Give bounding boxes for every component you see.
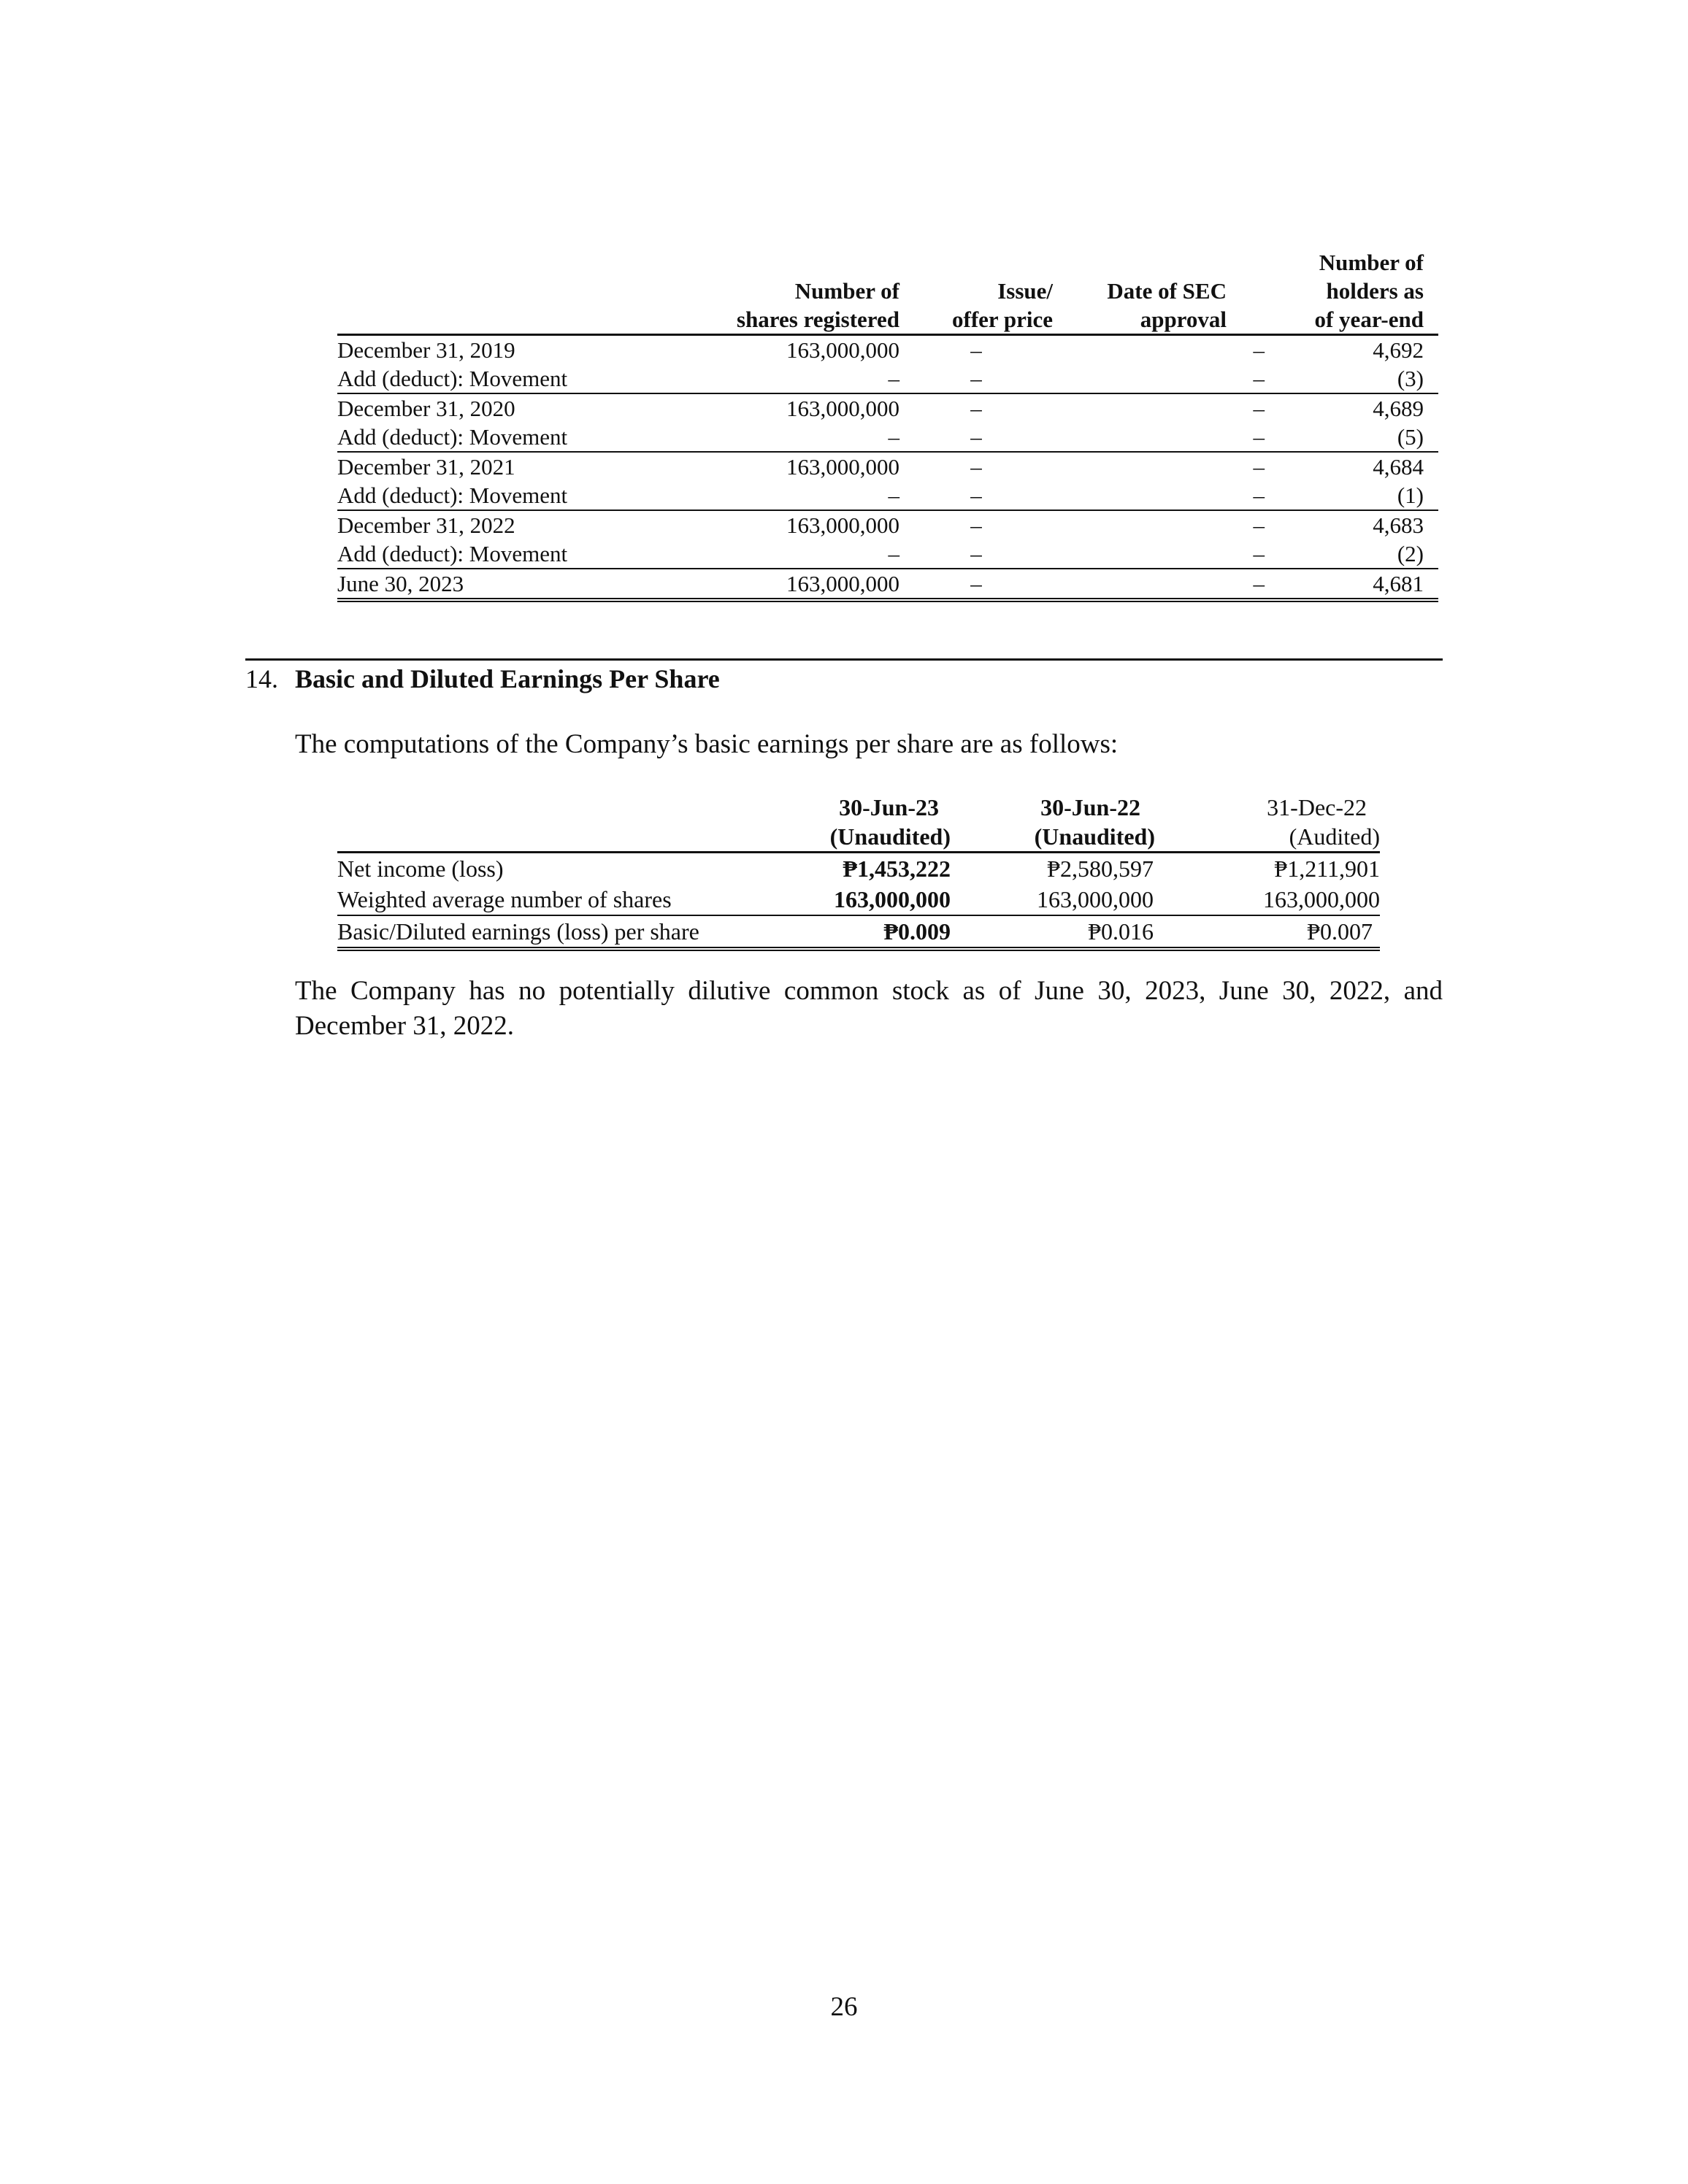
header-line: Number of [794, 278, 899, 304]
table-row [337, 569, 1438, 600]
shares-cell: – [710, 481, 899, 510]
eps-header-col2: 30-Jun-22 [1040, 794, 1140, 820]
price-cell: – [899, 569, 1053, 600]
value-cell: 163,000,000 [951, 884, 1162, 915]
price-cell: – [899, 539, 1053, 569]
holders-cell: (2) [1272, 539, 1438, 569]
date-cell: – [1053, 539, 1272, 569]
price-cell: – [899, 481, 1053, 510]
eps-header-blank [337, 822, 732, 853]
price-cell: – [970, 396, 982, 421]
row-label: December 31, 2021 [337, 454, 515, 480]
eps-header-col2-sub: (Unaudited) [951, 822, 1162, 853]
shares-cell: 163,000,000 [786, 512, 899, 538]
share-registration-table [337, 248, 1438, 602]
row-label: June 30, 2023 [337, 569, 710, 600]
section-title: Basic and Diluted Earnings Per Share [295, 664, 720, 693]
holders-cell: 4,684 [1373, 454, 1424, 480]
value-cell: ₱0.009 [732, 915, 951, 949]
eps-header-col1: 30-Jun-23 [839, 794, 939, 820]
share-table-header-label [337, 248, 710, 335]
eps-header-col3: 31-Dec-22 [1267, 794, 1367, 820]
holders-cell: 4,683 [1373, 512, 1424, 538]
table-row [337, 853, 1380, 885]
header-line: of year-end [1314, 307, 1424, 332]
date-cell: – [1053, 364, 1272, 393]
value-cell: ₱2,580,597 [1047, 855, 1154, 882]
table-row [337, 423, 1438, 452]
date-cell: – [1053, 423, 1272, 452]
eps-header-blank [337, 793, 732, 822]
shares-cell: – [710, 423, 899, 452]
holders-cell: 4,689 [1373, 396, 1424, 421]
holders-cell: (3) [1272, 364, 1438, 393]
holders-cell: 4,681 [1272, 569, 1438, 600]
row-label: Net income (loss) [337, 855, 504, 882]
row-label: Add (deduct): Movement [337, 423, 710, 452]
table-row [337, 335, 1438, 365]
header-offer-price [899, 248, 1053, 335]
shares-cell: 163,000,000 [710, 569, 899, 600]
price-cell: – [899, 364, 1053, 393]
price-cell: – [899, 423, 1053, 452]
row-label: December 31, 2019 [337, 337, 515, 363]
share-table-header-row [337, 248, 1438, 335]
header-holders [1272, 248, 1438, 335]
shares-cell: – [710, 539, 899, 569]
table-row [337, 884, 1380, 915]
table-row [337, 393, 1438, 423]
header-sec-approval [1053, 248, 1272, 335]
shares-cell: – [710, 364, 899, 393]
shares-cell: 163,000,000 [786, 454, 899, 480]
value-cell: ₱0.007 [1162, 915, 1380, 949]
date-cell: – [1253, 512, 1265, 538]
date-cell: – [1253, 337, 1265, 363]
header-line: shares registered [737, 307, 899, 332]
table-row [337, 364, 1438, 393]
shares-cell: 163,000,000 [786, 337, 899, 363]
shares-cell: 163,000,000 [786, 396, 899, 421]
header-line: Date of SEC [1107, 278, 1227, 304]
table-row [337, 481, 1438, 510]
table-row [337, 539, 1438, 569]
row-label: Weighted average number of shares [337, 884, 732, 915]
section-divider [245, 658, 1443, 661]
earnings-per-share-table [337, 793, 1380, 951]
date-cell: – [1253, 396, 1265, 421]
header-line: Issue/ [997, 278, 1053, 304]
value-cell: ₱1,453,222 [843, 855, 951, 882]
eps-header-row [337, 822, 1380, 853]
header-line: offer price [952, 307, 1053, 332]
row-label: Add (deduct): Movement [337, 539, 710, 569]
price-cell: – [970, 454, 982, 480]
holders-cell: (1) [1272, 481, 1438, 510]
header-line: approval [1140, 307, 1227, 332]
price-cell: – [970, 512, 982, 538]
date-cell: – [1053, 569, 1272, 600]
intro-paragraph: The computations of the Company’s basic earnings per share are as follows: [295, 729, 1119, 759]
header-line: holders as [1326, 278, 1424, 304]
value-cell: ₱1,211,901 [1274, 855, 1380, 882]
row-label: Add (deduct): Movement [337, 481, 710, 510]
eps-header-row [337, 793, 1380, 822]
table-row [337, 915, 1380, 949]
eps-header-col3-sub: (Audited) [1162, 822, 1380, 853]
header-shares-registered [710, 248, 899, 335]
section-number: 14. [245, 664, 278, 693]
section-heading [245, 661, 720, 696]
table-row [337, 510, 1438, 539]
page-number: 26 [830, 1992, 858, 2022]
holders-cell: 4,692 [1373, 337, 1424, 363]
row-label: Basic/Diluted earnings (loss) per share [337, 915, 732, 949]
row-label: Add (deduct): Movement [337, 364, 710, 393]
price-cell: – [970, 337, 982, 363]
date-cell: – [1053, 481, 1272, 510]
value-cell: ₱0.016 [951, 915, 1162, 949]
value-cell: 163,000,000 [732, 884, 951, 915]
eps-header-col1-sub: (Unaudited) [732, 822, 951, 853]
closing-paragraph: The Company has no potentially dilutive common stock as of June 30, 2023, June 30, 2022, and December 31, 2022. [295, 976, 1443, 1041]
date-cell: – [1253, 454, 1265, 480]
header-line: Number of [1319, 250, 1424, 275]
table-row [337, 452, 1438, 481]
holders-cell: (5) [1272, 423, 1438, 452]
row-label: December 31, 2020 [337, 396, 515, 421]
value-cell: 163,000,000 [1162, 884, 1380, 915]
row-label: December 31, 2022 [337, 512, 515, 538]
